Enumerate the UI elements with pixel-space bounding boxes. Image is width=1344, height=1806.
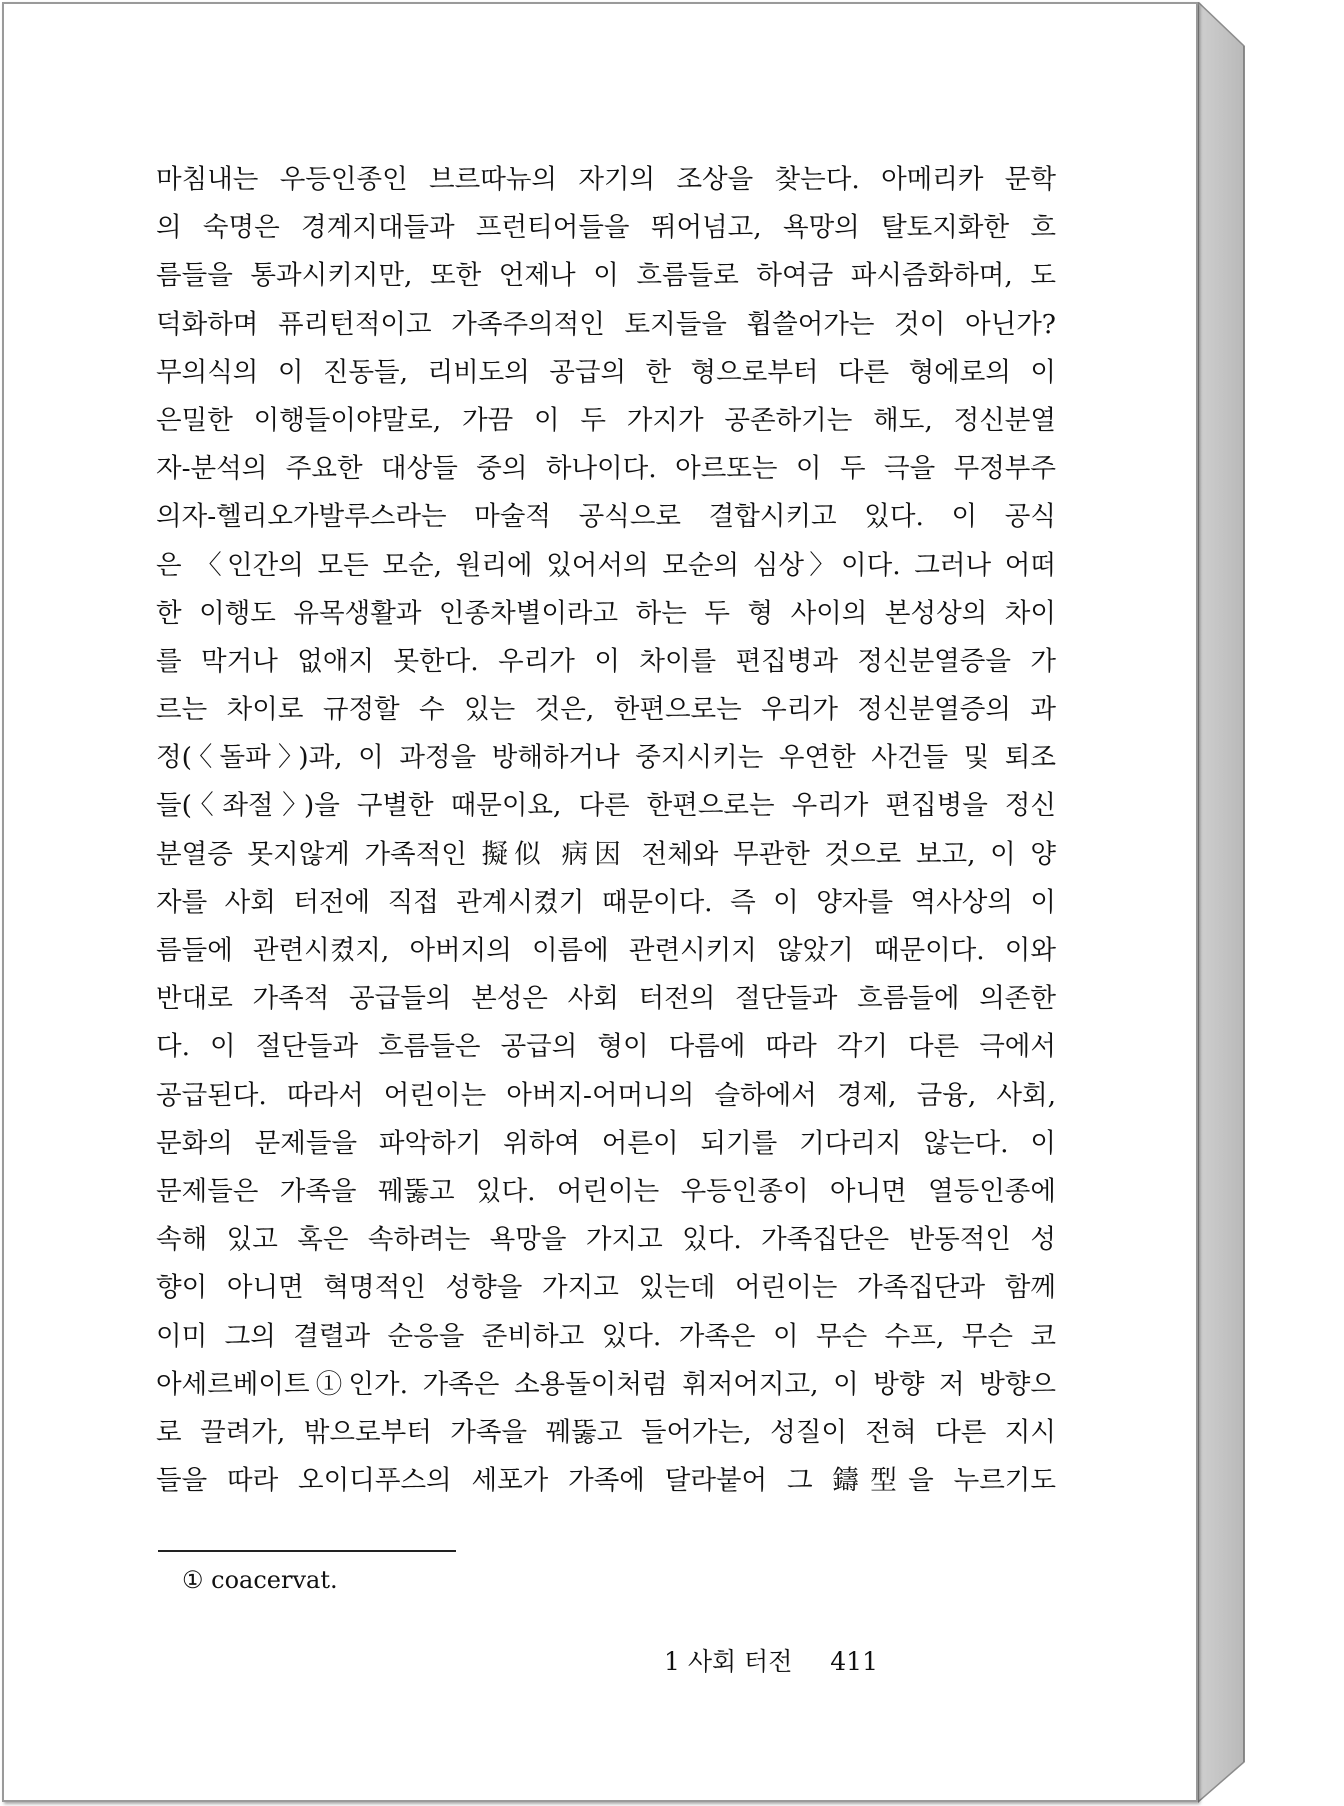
footnote: ① coacervat. (182, 1566, 338, 1594)
text-line: 자를 사회 터전에 직접 관계시켰기 때문이다. 즉 이 양자를 역사상의 이 (156, 886, 1056, 918)
book-edge (1198, 2, 1248, 1804)
text-line: 공급된다. 따라서 어린이는 아버지-어머니의 슬하에서 경제, 금융, 사회, (156, 1079, 1056, 1111)
text-line: 로 끌려가, 밖으로부터 가족을 꿰뚫고 들어가는, 성질이 전혀 다른 지시 (156, 1416, 1056, 1448)
text-line: 름들에 관련시켰지, 아버지의 이름에 관련시키지 않았기 때문이다. 이와 (156, 935, 1056, 966)
text-line: 덕화하며 퓨리턴적이고 가족주의적인 토지들을 휩쓸어가는 것이 아닌가? (156, 308, 1056, 340)
text-line: 정(〈돌파〉)과, 이 과정을 방해하거나 중지시키는 우연한 사건들 및 퇴조 (156, 742, 1056, 774)
section-title: 사회 터전 (687, 1647, 793, 1676)
text-line: 르는 차이로 규정할 수 있는 것은, 한편으로는 우리가 정신분열증의 과 (156, 694, 1056, 726)
text-line: 자-분석의 주요한 대상들 중의 하나이다. 아르또는 이 두 극을 무정부주 (156, 453, 1056, 485)
text-line: 의자-헬리오가발루스라는 마술적 공식으로 결합시키고 있다. 이 공식 (156, 501, 1056, 533)
book-page (2, 2, 1198, 1802)
footnote-rule (158, 1550, 456, 1552)
running-footer (664, 1642, 878, 1678)
text-line: 름들을 통과시키지만, 또한 언제나 이 흐름들로 하여금 파시즘화하며, 도 (156, 260, 1056, 292)
text-line: 문제들은 가족을 꿰뚫고 있다. 어린이는 우등인종이 아니면 열등인종에 (156, 1175, 1056, 1207)
text-line: 를 막거나 없애지 못한다. 우리가 이 차이를 편집병과 정신분열증을 가 (156, 645, 1056, 677)
text-line: 무의식의 이 진동들, 리비도의 공급의 한 형으로부터 다른 형에로의 이 (156, 356, 1056, 388)
text-line: 다. 이 절단들과 흐름들은 공급의 형이 다름에 따라 각기 다른 극에서 (156, 1031, 1056, 1063)
text-line: 이미 그의 결렬과 순응을 준비하고 있다. 가족은 이 무슨 수프, 무슨 코 (156, 1320, 1056, 1352)
text-line: 분열증 못지않게 가족적인 擬似 病因 전체와 무관한 것으로 보고, 이 양 (156, 838, 1056, 870)
text-line: 의 숙명은 경계지대들과 프런티어들을 뛰어넘고, 욕망의 탈토지화한 흐 (156, 212, 1056, 244)
text-line: 반대로 가족적 공급들의 본성은 사회 터전의 절단들과 흐름들에 의존한 (156, 983, 1056, 1015)
text-line: 아세르베이트①인가. 가족은 소용돌이처럼 휘저어지고, 이 방향 저 방향으 (156, 1368, 1056, 1400)
text-line: 은밀한 이행들이야말로, 가끔 이 두 가지가 공존하기는 해도, 정신분열 (156, 404, 1056, 436)
text-line: 들을 따라 오이디푸스의 세포가 가족에 달라붙어 그 鑄型을 누르기도 (156, 1465, 1056, 1497)
text-line: 문화의 문제들을 파악하기 위하여 어른이 되기를 기다리지 않는다. 이 (156, 1127, 1056, 1159)
text-line: 은 〈인간의 모든 모순, 원리에 있어서의 모순의 심상〉이다. 그러나 어떠 (156, 549, 1056, 581)
page-number: 411 (830, 1647, 878, 1676)
text-line: 마침내는 우등인종인 브르따뉴의 자기의 조상을 찾는다. 아메리카 문학 (156, 164, 1056, 195)
text-line: 들(〈좌절〉)을 구별한 때문이요, 다른 한편으로는 우리가 편집병을 정신 (156, 790, 1056, 822)
text-line: 향이 아니면 혁명적인 성향을 가지고 있는데 어린이는 가족집단과 함께 (156, 1272, 1056, 1304)
body-text (156, 156, 1056, 1505)
chapter-number: 1 (663, 1647, 680, 1676)
text-line: 속해 있고 혹은 속하려는 욕망을 가지고 있다. 가족집단은 반동적인 성 (156, 1224, 1056, 1256)
text-line: 한 이행도 유목생활과 인종차별이라고 하는 두 형 사이의 본성상의 차이 (156, 597, 1056, 629)
